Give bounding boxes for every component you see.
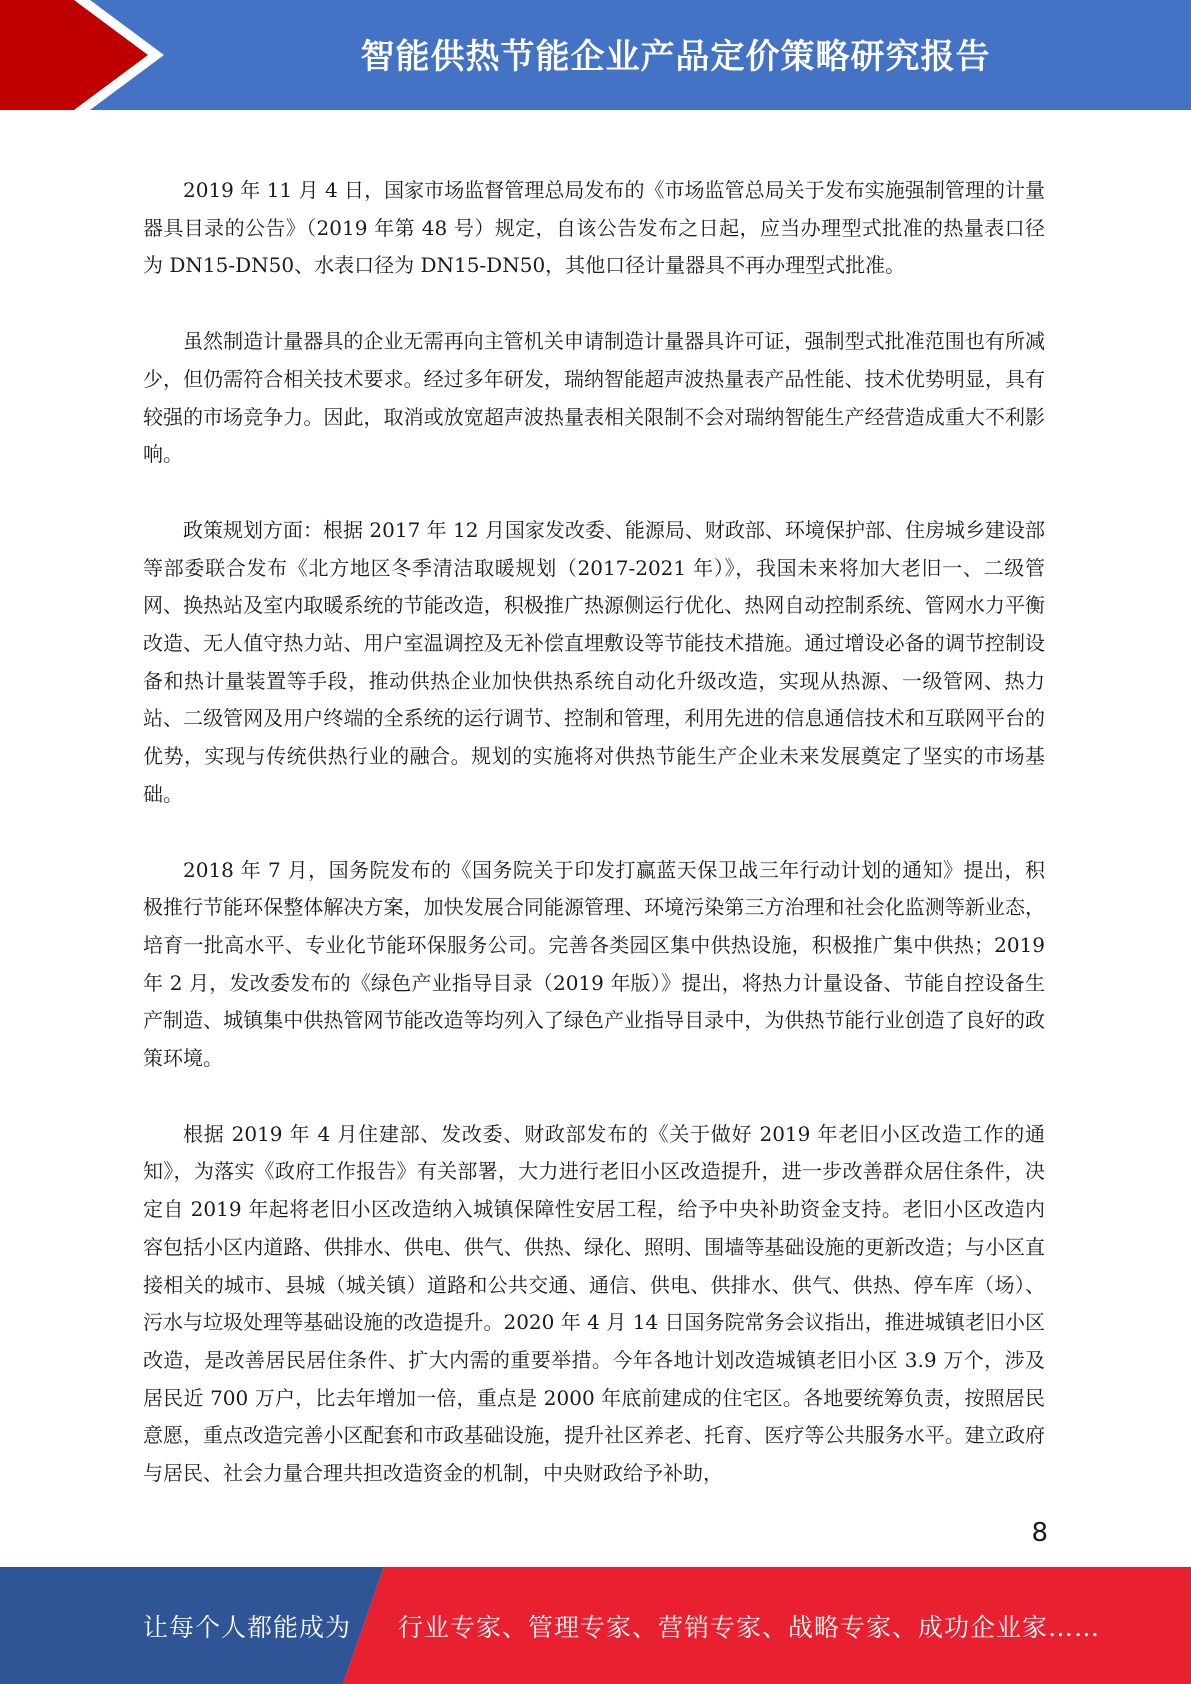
page-number: 8 bbox=[1031, 1518, 1048, 1548]
page-footer bbox=[0, 1567, 1191, 1684]
body-content bbox=[143, 172, 1045, 1531]
paragraph: 2019 年 11 月 4 日，国家市场监督管理总局发布的《市场监管总局关于发布实施强制管理的计量器具目录的公告》（2019 年第 48 号）规定，自该公告发布之日起，应当办理型式批准的热量表口径为 DN15-DN50、水表口径为 DN15-DN50，其他口径计量器具不再办理型式批准。 bbox=[143, 178, 1045, 278]
paragraph: 政策规划方面：根据 2017 年 12 月国家发改委、能源局、财政部、环境保护部、住房城乡建设部等部委联合发布《北方地区冬季清洁取暖规划（2017-2021 年）》，我国未来将加大老旧一、二级管网、换热站及室内取暖系统的节能改造，积极推广热源侧运行优化、热网自动控制系统、管网水力平衡改造、无人值守热力站、用户室温调控及无补偿直埋敷设等节能技术措施。通过增设必备的调节控制设备和热计量装置等手段，推动供热企业加快供热系统自动化升级改造，实现从热源、一级管网、热力站、二级管网及用户终端的全系统的运行调节、控制和管理，利用先进的信息通信技术和互联网平台的优势，实现与传统供热行业的融合。规划的实施将对供热节能生产企业未来发展奠定了坚实的市场基础。 bbox=[143, 517, 1045, 806]
paragraph: 虽然制造计量器具的企业无需再向主管机关申请制造计量器具许可证，强制型式批准范围也有所减少，但仍需符合相关技术要求。经过多年研发，瑞纳智能超声波热量表产品性能、技术优势明显，具有较强的市场竞争力。因此，取消或放宽超声波热量表相关限制不会对瑞纳智能生产经营造成重大不利影响。 bbox=[143, 329, 1045, 467]
paragraph: 2018 年 7 月，国务院发布的《国务院关于印发打赢蓝天保卫战三年行动计划的通知》提出，积极推行节能环保整体解决方案，加快发展合同能源管理、环境污染第三方治理和社会化监测等新业态，培育一批高水平、专业化节能环保服务公司。完善各类园区集中供热设施，积极推广集中供热；2019 年 2 月，发改委发布的《绿色产业指导目录（2019 年版）》提出，将热力计量设备、节能自控设备生产制造、城镇集中供热管网节能改造等均列入了绿色产业指导目录中，为供热节能行业创造了良好的政策环境。 bbox=[143, 857, 1045, 1071]
paragraph: 根据 2019 年 4 月住建部、发改委、财政部发布的《关于做好 2019 年老旧小区改造工作的通知》，为落实《政府工作报告》有关部署，大力进行老旧小区改造提升，进一步改善群众居住条件，决定自 2019 年起将老旧小区改造纳入城镇保障性安居工程，给予中央补助资金支持。老旧小区改造内容包括小区内道路、供排水、供电、供气、供热、绿化、照明、围墙等基础设施的更新改造；与小区直接相关的城市、县城（城关镇）道路和公共交通、通信、供电、供排水、供气、供热、停车库（场）、污水与垃圾处理等基础设施的改造提升。2020 年 4 月 14 日国务院常务会议指出，推进城镇老旧小区改造，是改善居民居住条件、扩大内需的重要举措。今年各地计划改造城镇老旧小区 3.9 万个，涉及居民近 700 万户，比去年增加一倍，重点是 2000 年底前建成的住宅区。各地要统筹负责，按照居民意愿，重点改造完善小区配套和市政基础设施，提升社区养老、托育、医疗等公共服务水平。建立政府与居民、社会力量合理共担改造资金的机制，中央财政给予补助， bbox=[143, 1121, 1045, 1486]
footer-slogan-right: 行业专家、管理专家、营销专家、战略专家、成功企业家…… bbox=[398, 1612, 1101, 1642]
report-title: 智能供热节能企业产品定价策略研究报告 bbox=[360, 36, 991, 77]
page-header bbox=[0, 0, 1191, 110]
footer-slogan-left: 让每个人都能成为 bbox=[143, 1612, 352, 1642]
